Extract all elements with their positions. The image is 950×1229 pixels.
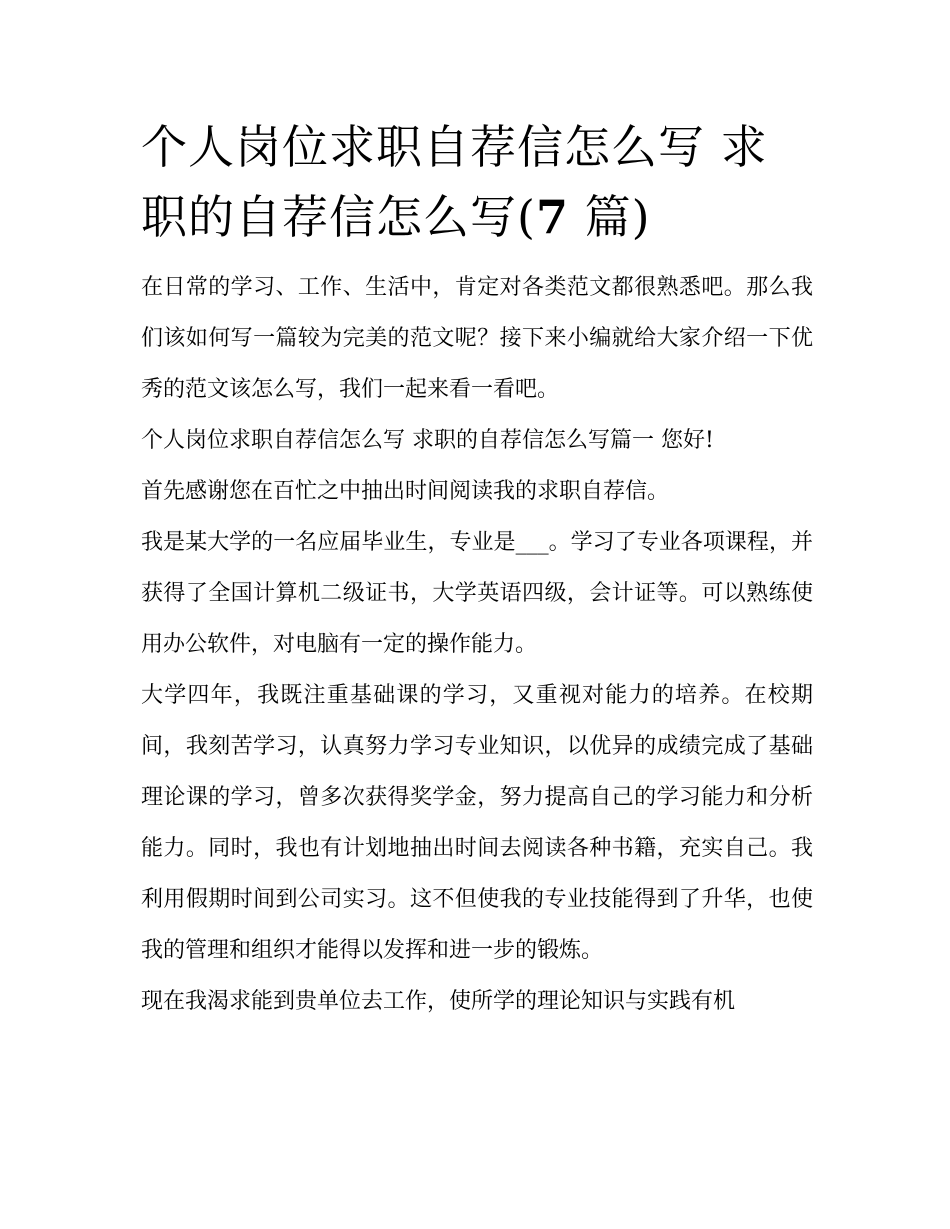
title-text-part2: 篇)	[568, 190, 651, 244]
body-paragraph: 现在我渴求能到贵单位去工作，使所学的理论知识与实践有机	[141, 989, 736, 1014]
section-heading-line: 个人岗位求职自荐信怎么写 求职的自荐信怎么写篇一 您好!	[141, 428, 714, 453]
title-article-count: 7	[535, 190, 569, 244]
document-title	[141, 112, 813, 252]
title-text-part1: 个人岗位求职自荐信怎么写 求职的自荐信怎么写(	[141, 120, 768, 244]
intro-paragraph: 在日常的学习、工作、生活中，肯定对各类范文都很熟悉吧。那么我们该如何写一篇较为完美的范文呢？接下来小编就给大家介绍一下优秀的范文该怎么写，我们一起来看一看吧。	[141, 275, 813, 402]
body-paragraph: 我是某大学的一名应届毕业生，专业是___。学习了专业各项课程，并获得了全国计算机二级证书，大学英语四级，会计证等。可以熟练使用办公软件，对电脑有一定的操作能力。	[141, 530, 813, 657]
body-paragraph: 首先感谢您在百忙之中抽出时间阅读我的求职自荐信。	[141, 479, 670, 504]
document-content	[141, 112, 813, 1027]
document-body	[141, 262, 813, 1027]
body-paragraph: 大学四年，我既注重基础课的学习，又重视对能力的培养。在校期间，我刻苦学习，认真努力学习专业知识，以优异的成绩完成了基础理论课的学习，曾多次获得奖学金，努力提高自己的学习能力和分析能力。同时，我也有计划地抽出时间去阅读各种书籍，充实自己。我利用假期时间到公司实习。这不但使我的专业技能得到了升华，也使我的管理和组织才能得以发挥和进一步的锻炼。	[141, 683, 813, 963]
